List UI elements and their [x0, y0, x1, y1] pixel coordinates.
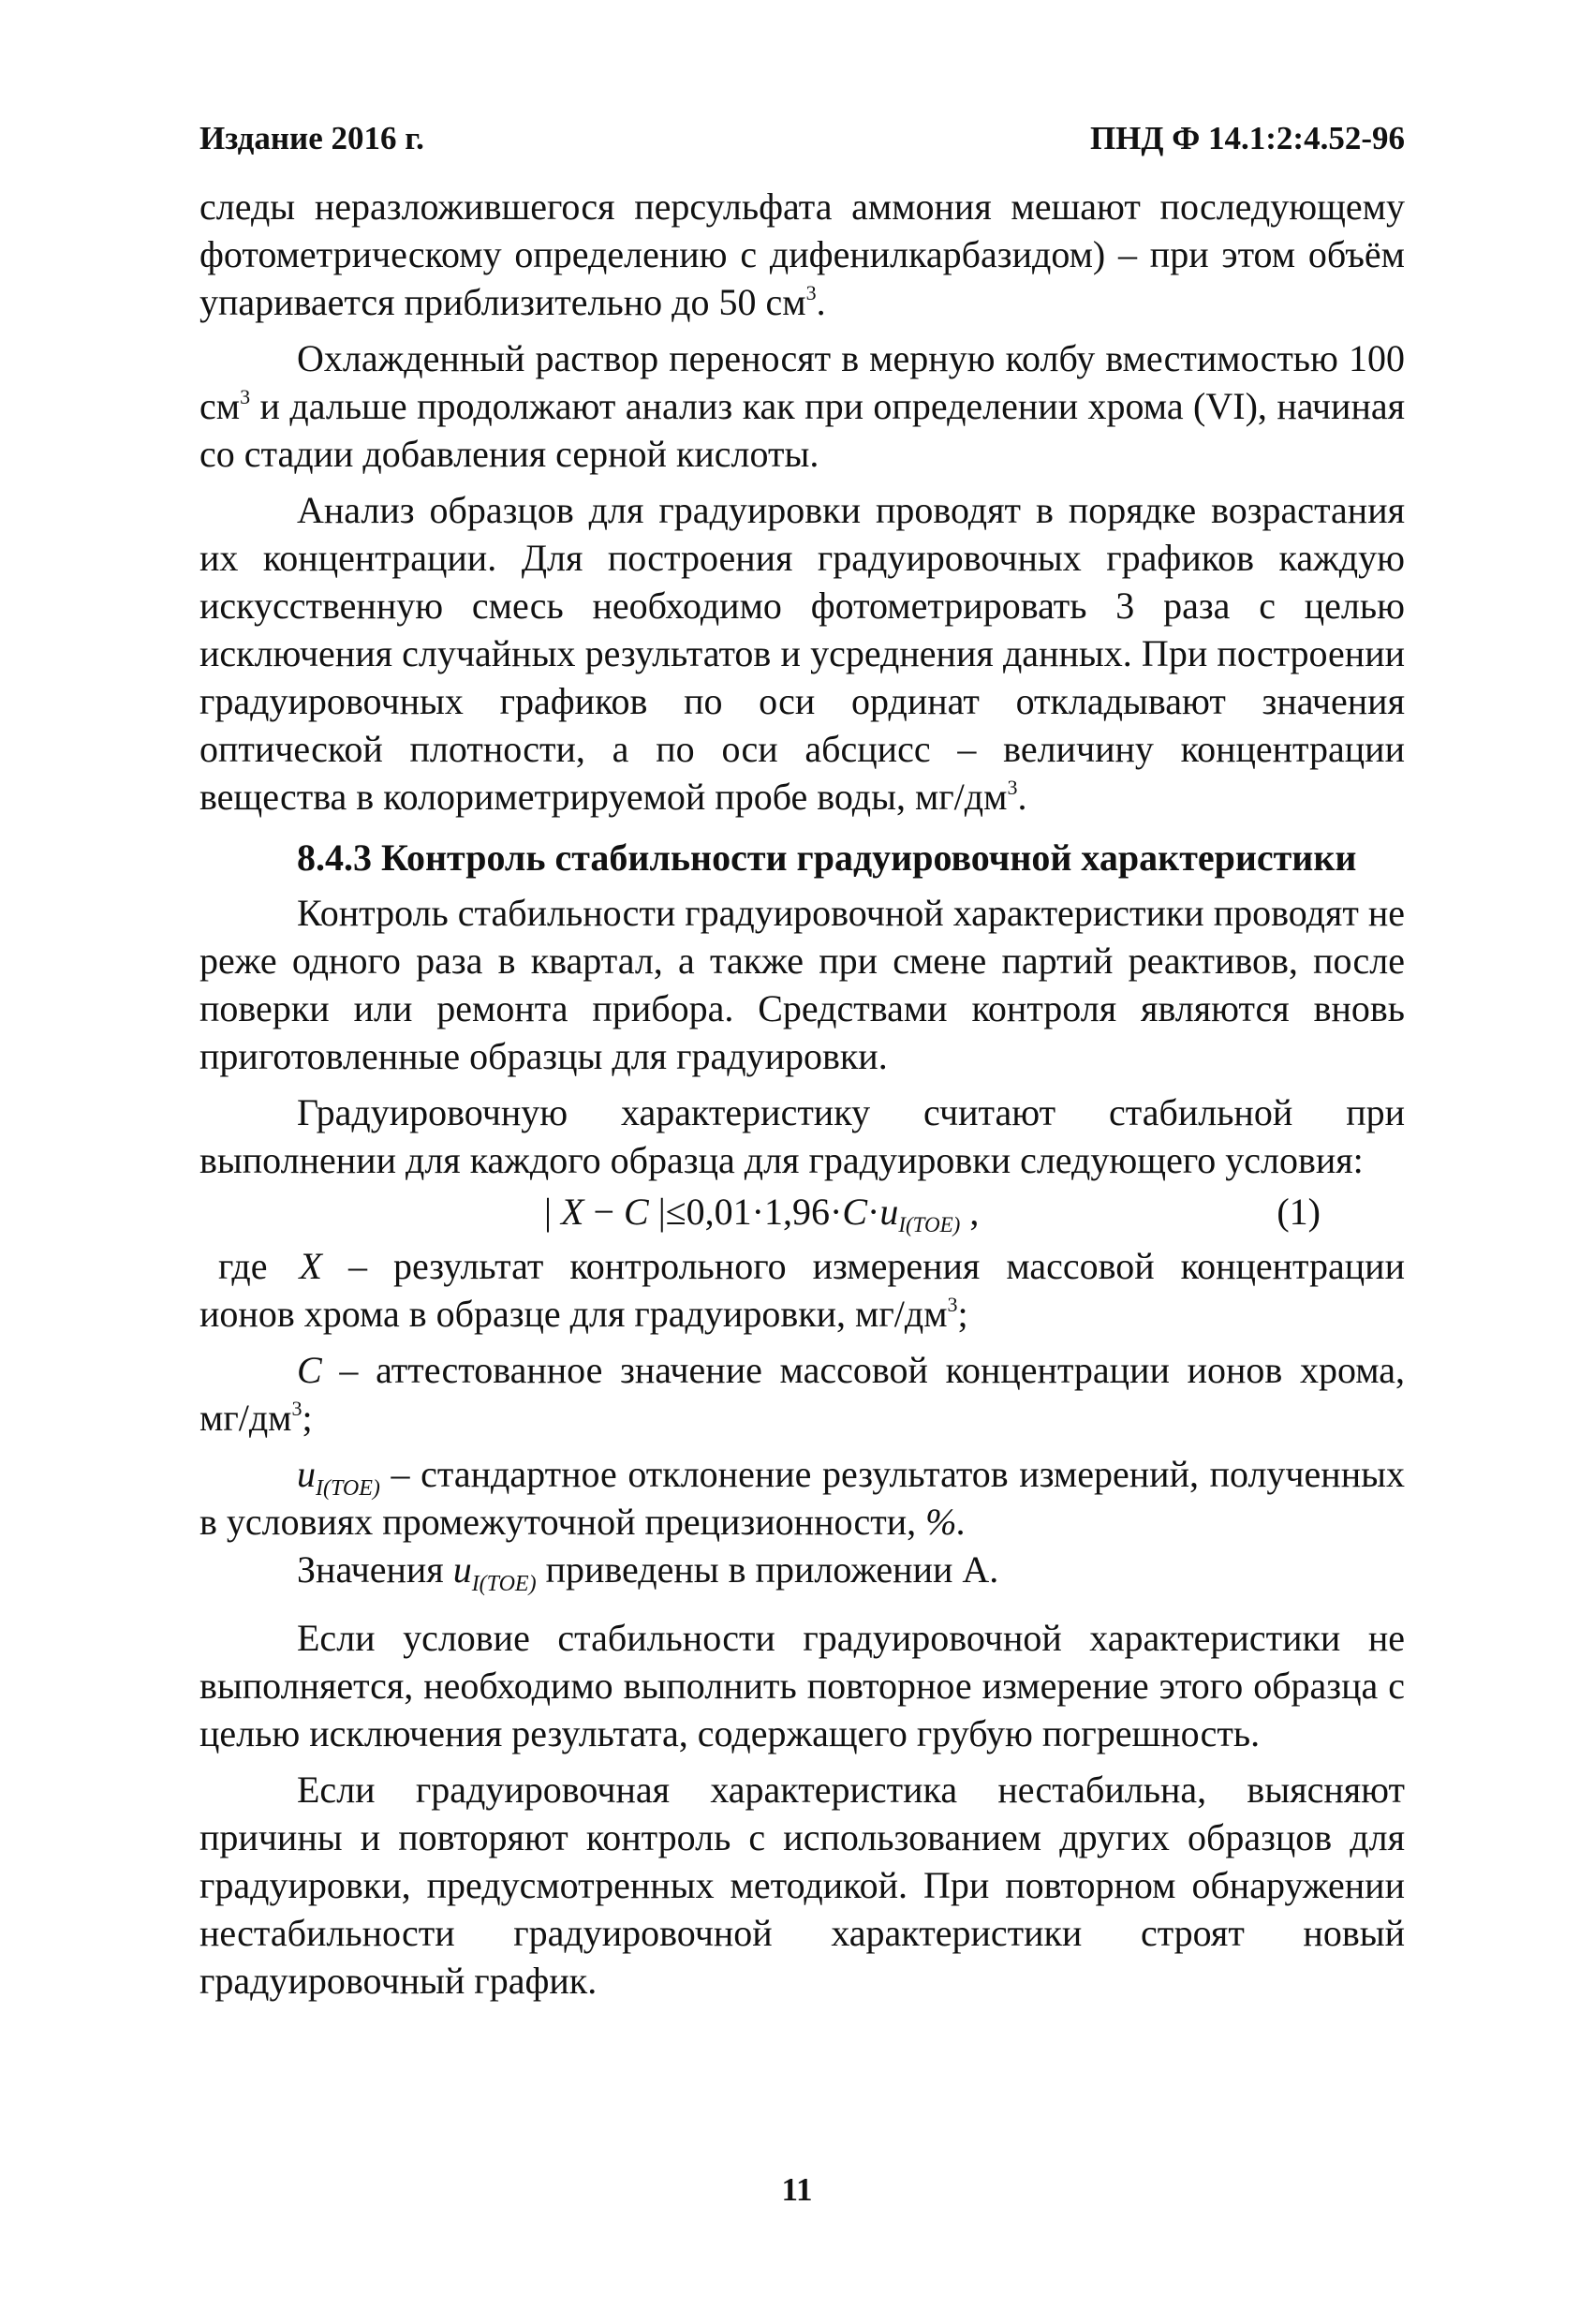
- superscript: 3: [805, 281, 817, 304]
- formula-line: [199, 1186, 1405, 1240]
- punctuation: ,: [960, 1191, 980, 1233]
- formula-operator: ·: [867, 1191, 880, 1233]
- document-code: ПНД Ф 14.1:2:4.52-96: [1089, 120, 1405, 156]
- edition-label: Издание 2016 г.: [199, 120, 424, 156]
- reference-text: Значения: [297, 1548, 453, 1591]
- where-word: где: [218, 1245, 268, 1287]
- unit-percent: %.: [925, 1501, 967, 1543]
- paragraph-text: следы неразложившегося персульфата аммония мешают последующему фотометрическому определению с дифенилкарбазидом) – при этом объём упаривается приблизительно до 50 см: [199, 185, 1405, 323]
- symbol-u-subscript: I(TOE): [316, 1476, 380, 1501]
- paragraph-sample-analysis: [199, 486, 1405, 821]
- formula-subscript: I(TOE): [898, 1213, 961, 1236]
- definition-text: – стандартное отклонение результатов измерений, полученных в условиях промежуточной прецизионности,: [199, 1453, 1405, 1543]
- symbol-u: u: [297, 1453, 316, 1495]
- symbol-u: u: [452, 1548, 472, 1591]
- symbol-u-subscript: I(TOE): [471, 1572, 537, 1596]
- formula-symbol-x: X: [561, 1191, 584, 1233]
- formula-operator: −: [583, 1191, 625, 1233]
- page-number: 11: [781, 2171, 813, 2208]
- formula-number: (1): [1277, 1191, 1321, 1233]
- superscript: 3: [1007, 776, 1018, 799]
- paragraph-continuation: [199, 183, 1405, 326]
- paragraph-text: Охлажденный раствор переносят в мерную колбу вместимостью 100 см: [199, 337, 1405, 427]
- paragraph-repeat-measurement: Если условие стабильности градуировочной характеристики не выполняется, необходимо выполнить повторное измерение этого образца с целью исключения результата, содержащего грубую погрешность.: [199, 1617, 1405, 1754]
- definition-text: – результат контрольного измерения массовой концентрации ионов хрома в образце для градуировки, мг/дм: [199, 1245, 1405, 1335]
- formula-bar: |: [544, 1191, 562, 1233]
- superscript: 3: [240, 385, 251, 408]
- paragraph-stability-condition: Градуировочную характеристику считают стабильной при выполнении для каждого образца для градуировки следующего условия:: [199, 1091, 1405, 1181]
- page-header: [199, 120, 1405, 167]
- stability-formula: [544, 1188, 979, 1249]
- formula-rhs: ≤0,01·1,96·: [665, 1191, 843, 1233]
- paragraph-cooled-solution: [199, 334, 1405, 478]
- formula-symbol-c: C: [842, 1191, 867, 1233]
- punctuation: ;: [957, 1293, 968, 1335]
- paragraph-text: и дальше продолжают анализ как при определении хрома (VI), начиная со стадии добавления серной кислоты.: [199, 385, 1405, 475]
- definition-c: [199, 1346, 1405, 1442]
- paragraph-unstable-characteristic: Если градуировочная характеристика нестабильна, выясняют причины и повторяют контроль с использованием других образцов для градуировки, предусмотренных методикой. При повторном обнаружении нестабильности градуировочной характеристики строят новый градуировочный график.: [199, 1769, 1405, 2002]
- definition-text: – аттестованное значение массовой концентрации ионов хрома, мг/дм: [199, 1349, 1405, 1439]
- paragraph-control-frequency: Контроль стабильности градуировочной характеристики проводят не реже одного раза в квартал, а также при смене партий реактивов, после поверки или ремонта прибора. Средствами контроля являются вновь приготовленные образцы для градуировки.: [199, 892, 1405, 1077]
- formula-symbol-u: u: [879, 1191, 899, 1233]
- definition-x: [199, 1242, 1405, 1338]
- punctuation: .: [816, 281, 826, 323]
- punctuation: ;: [302, 1397, 313, 1439]
- formula-bar: |: [648, 1191, 666, 1233]
- symbol-c: C: [297, 1349, 322, 1391]
- paragraph-text: Анализ образцов для градуировки проводят в порядке возрастания их концентрации. Для построения градуировочных графиков каждую искусственную смесь необходимо фотометрировать 3 раза с целью исключения случайных результатов и усреднения данных. При построении градуировочных графиков по оси ординат откладывают значения оптической плотности, а по оси абсцисс – величину концентрации вещества в колориметрируемой пробе воды, мг/дм: [199, 489, 1405, 818]
- punctuation: .: [1017, 776, 1027, 818]
- formula-symbol-c: C: [624, 1191, 649, 1233]
- definitions-block: [199, 1242, 1405, 1596]
- superscript: 3: [947, 1293, 958, 1316]
- symbol-x: X: [299, 1245, 322, 1287]
- definition-u: [199, 1450, 1405, 1546]
- values-reference: [199, 1546, 1405, 1596]
- reference-text: приведены в приложении А.: [536, 1548, 999, 1591]
- section-heading: 8.4.3 Контроль стабильности градуировочной характеристики: [297, 836, 1357, 879]
- page-body: [199, 183, 1405, 2005]
- superscript: 3: [291, 1397, 303, 1420]
